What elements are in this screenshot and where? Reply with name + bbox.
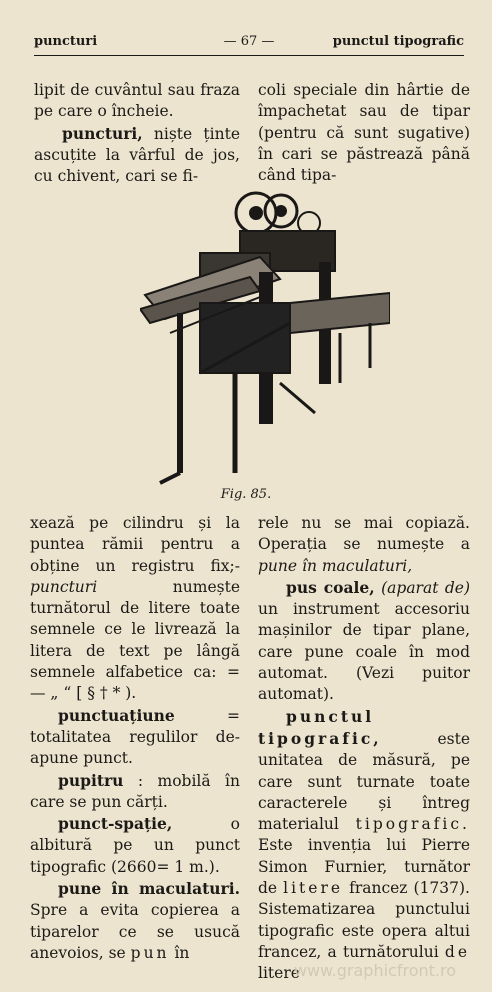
figure-caption: Fig. 85.: [220, 487, 272, 502]
text: xează pe cilindru și la puntea rămii pentru a obține un registru fix;-: [30, 514, 240, 575]
bottom-left-column: [30, 513, 240, 964]
entry-pupitru: [30, 770, 240, 814]
spaced-text: tipografic.: [355, 815, 470, 834]
entry-term: punctul tipografic,: [258, 706, 382, 748]
entry-text: francez (1737). Sistematizarea punctului tipografic este opera altui francez, a turnătorului: [258, 879, 470, 961]
header-rule: [34, 55, 464, 56]
text: lipit de cuvântul sau fraza pe care o încheie.: [34, 81, 240, 121]
top-right-column: [258, 80, 470, 186]
entry-text: o albitură pe un punct tipografic (2660= 1 m.).: [30, 815, 240, 876]
entry-term: pus coale,: [286, 577, 375, 597]
paragraph: [258, 513, 470, 577]
spaced-text: litere: [283, 879, 344, 898]
figure: [140, 183, 390, 488]
entry-term: puncturi,: [62, 123, 143, 143]
entry-text: = totalitatea regulilor de-apune punct.: [30, 706, 240, 768]
entry-paren: (aparat de): [374, 578, 470, 597]
bottom-right-column: [258, 513, 470, 985]
entry-term: pune în maculaturi.: [58, 879, 240, 899]
entry-text: este unitatea de măsură, pe care sunt turnate toate caracterele și întreg materialul: [258, 729, 470, 834]
entry-term: pupitru: [58, 770, 124, 790]
entry-pune-in-maculaturi: [30, 878, 240, 964]
text: numește turnătorul de litere toate semnele ce le livrează la litera de text pe lângă semnele alfabetice ca: = — „ “ [ § † * ).: [30, 577, 240, 703]
header-right-term: punctul tipografic: [332, 34, 464, 49]
header-left-term: puncturi: [34, 34, 98, 49]
term: puncturi: [30, 577, 98, 596]
running-header: [34, 34, 464, 52]
entry-text: litere: [258, 964, 300, 983]
printing-press-illustration: [140, 183, 390, 488]
entry-punctul-tipografic: [258, 706, 470, 985]
entry-pus-coale: [258, 577, 470, 706]
entry-term: punctuațiune: [58, 705, 175, 725]
spaced-text: de: [444, 942, 470, 961]
entry-puncturi: [34, 123, 240, 188]
entry-text: Este invenția lui Pierre Simon Furnier, turnător de: [258, 836, 470, 898]
term: pune în maculaturi,: [258, 556, 413, 575]
entry-text: : mobilă în care se pun cărți.: [30, 771, 240, 811]
entry-punct-spatie: [30, 813, 240, 878]
spaced-text: pun: [130, 943, 170, 962]
entry-text: un instrument accesoriu mașinilor de tipar plane, care pune coale în mod automat. (Vezi puitor automat).: [258, 600, 470, 704]
page-number: — 67 —: [223, 34, 275, 49]
entry-text: niște ținte ascuțite la vârful de jos, cu chivent, cari se fi-: [34, 124, 240, 186]
top-left-column: [34, 80, 240, 187]
entry-term: punct-spație,: [58, 814, 173, 834]
paragraph: coli speciale din hârtie de împachetat sau de tipar (pentru că sunt sugative) în cari se păstrează până când tipa-: [258, 81, 470, 185]
text: rele nu se mai copiază. Operația se numește a: [258, 514, 470, 554]
entry-punctuatiune: [30, 705, 240, 770]
entry-text: Spre a evita copierea a tiparelor ce se usucă anevoios, se: [30, 901, 240, 962]
paragraph: [30, 513, 240, 705]
watermark: www.graphicfront.ro: [293, 961, 456, 980]
paragraph: [34, 80, 240, 123]
entry-text: în: [169, 943, 190, 962]
